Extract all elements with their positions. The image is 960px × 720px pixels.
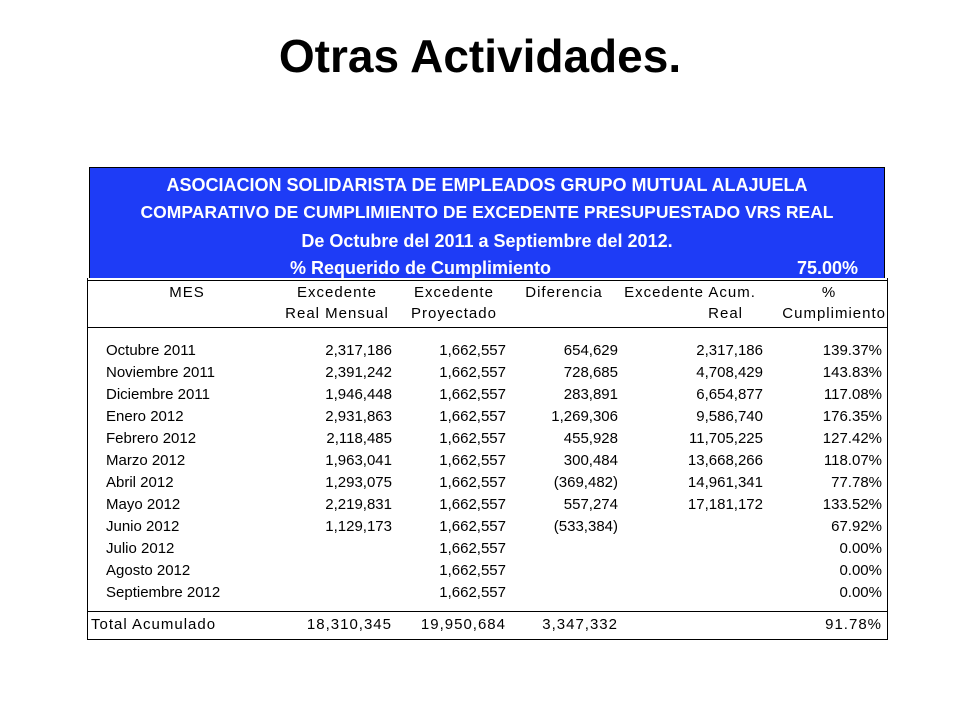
total-pct: 91.78%: [825, 616, 882, 633]
comparison-table: [87, 167, 888, 640]
total-real: 18,310,345: [306, 616, 392, 633]
cell-mes: Febrero 2012: [106, 430, 197, 447]
cell-dif: 455,928: [563, 430, 618, 447]
total-bottom-rule: [87, 639, 888, 640]
cell-real: 1,963,041: [325, 452, 392, 469]
cell-mes: Octubre 2011: [106, 342, 196, 359]
cell-pct: 0.00%: [839, 562, 882, 579]
cell-acum: 17,181,172: [687, 496, 763, 513]
cell-pct: 77.78%: [831, 474, 882, 491]
cell-mes: Abril 2012: [106, 474, 174, 491]
slide-title: Otras Actividades.: [278, 30, 682, 82]
cell-proy: 1,662,557: [439, 408, 506, 425]
cell-acum: 11,705,225: [689, 430, 763, 447]
cell-real: 2,118,485: [326, 430, 392, 447]
table-row: [87, 362, 888, 384]
cell-pct: 133.52%: [822, 496, 882, 513]
table-banner: [89, 167, 885, 278]
header-pct-line2: Cumplimiento: [782, 305, 886, 322]
cell-mes: Agosto 2012: [106, 562, 191, 579]
cell-proy: 1,662,557: [439, 452, 506, 469]
total-row: [87, 614, 888, 636]
cell-proy: 1,662,557: [439, 386, 506, 403]
table-row: [87, 538, 888, 560]
cell-dif: (533,384): [553, 518, 618, 535]
cell-real: 2,931,863: [325, 408, 392, 425]
cell-pct: 117.08%: [823, 386, 882, 403]
cell-acum: 9,586,740: [696, 408, 763, 425]
cell-pct: 176.35%: [822, 408, 882, 425]
cell-acum: 13,668,266: [687, 452, 763, 469]
cell-mes: Noviembre 2011: [106, 364, 215, 381]
table-row: [87, 384, 888, 406]
cell-pct: 118.07%: [823, 452, 882, 469]
cell-mes: Enero 2012: [106, 408, 184, 425]
total-label: Total Acumulado: [91, 616, 217, 633]
total-proy: 19,950,684: [420, 616, 506, 633]
cell-pct: 139.37%: [822, 342, 882, 359]
cell-mes: Septiembre 2012: [106, 584, 221, 601]
cell-real: 1,129,173: [325, 518, 392, 535]
cell-dif: 557,274: [563, 496, 618, 513]
cell-proy: 1,662,557: [439, 364, 506, 381]
cell-proy: 1,662,557: [439, 342, 506, 359]
cell-pct: 127.42%: [822, 430, 882, 447]
header-proy-line1: Excedente: [414, 284, 494, 301]
cell-proy: 1,662,557: [439, 496, 506, 513]
header-top-rule: [87, 280, 888, 281]
cell-proy: 1,662,557: [439, 584, 506, 601]
table-row: [87, 494, 888, 516]
cell-dif: 728,685: [563, 364, 618, 381]
cell-real: 2,219,831: [325, 496, 392, 513]
cell-proy: 1,662,557: [439, 474, 506, 491]
required-compliance-value: 75.00%: [796, 258, 858, 278]
table-row: [87, 340, 888, 362]
cell-dif: (369,482): [553, 474, 618, 491]
cell-acum: 2,317,186: [696, 342, 763, 359]
cell-pct: 67.92%: [831, 518, 882, 535]
table-row: [87, 472, 888, 494]
cell-acum: 14,961,341: [687, 474, 763, 491]
cell-real: 2,391,242: [325, 364, 392, 381]
cell-dif: 300,484: [563, 452, 618, 469]
cell-proy: 1,662,557: [439, 430, 506, 447]
banner-report-title: COMPARATIVO DE CUMPLIMIENTO DE EXCEDENTE PRESUPUESTADO VRS REAL: [140, 202, 834, 222]
header-acum-line1: Excedente Acum.: [624, 284, 756, 301]
table-row: [87, 560, 888, 582]
header-pct-line1: %: [821, 284, 837, 301]
cell-real: 1,293,075: [325, 474, 392, 491]
table-row: [87, 582, 888, 604]
header-real-line1: Excedente: [297, 284, 377, 301]
total-dif: 3,347,332: [542, 616, 618, 633]
table-row: [87, 516, 888, 538]
header-acum-line2: Real: [708, 305, 743, 322]
header-mes: MES: [169, 284, 205, 301]
cell-proy: 1,662,557: [439, 518, 506, 535]
required-compliance-label: % Requerido de Cumplimiento: [290, 258, 552, 278]
cell-real: 2,317,186: [325, 342, 392, 359]
cell-dif: 1,269,306: [551, 408, 618, 425]
header-diferencia: Diferencia: [525, 284, 603, 301]
cell-pct: 0.00%: [839, 540, 882, 557]
cell-mes: Marzo 2012: [106, 452, 186, 469]
cell-pct: 143.83%: [822, 364, 882, 381]
cell-pct: 0.00%: [839, 584, 882, 601]
cell-acum: 4,708,429: [696, 364, 763, 381]
table-row: [87, 406, 888, 428]
header-real-line2: Real Mensual: [285, 305, 389, 322]
cell-proy: 1,662,557: [439, 562, 506, 579]
cell-dif: 283,891: [563, 386, 618, 403]
cell-dif: 654,629: [563, 342, 618, 359]
table-row: [87, 450, 888, 472]
cell-proy: 1,662,557: [439, 540, 506, 557]
banner-org-name: ASOCIACION SOLIDARISTA DE EMPLEADOS GRUPO MUTUAL ALAJUELA: [166, 175, 808, 195]
cell-mes: Junio 2012: [106, 518, 180, 535]
header-bottom-rule: [87, 327, 888, 328]
cell-mes: Diciembre 2011: [106, 386, 210, 403]
cell-mes: Mayo 2012: [106, 496, 181, 513]
cell-acum: 6,654,877: [696, 386, 763, 403]
banner-period: De Octubre del 2011 a Septiembre del 2012.: [301, 231, 673, 251]
header-proy-line2: Proyectado: [411, 305, 497, 322]
table-row: [87, 428, 888, 450]
total-top-rule: [87, 611, 888, 612]
cell-real: 1,946,448: [325, 386, 392, 403]
cell-mes: Julio 2012: [106, 540, 175, 557]
